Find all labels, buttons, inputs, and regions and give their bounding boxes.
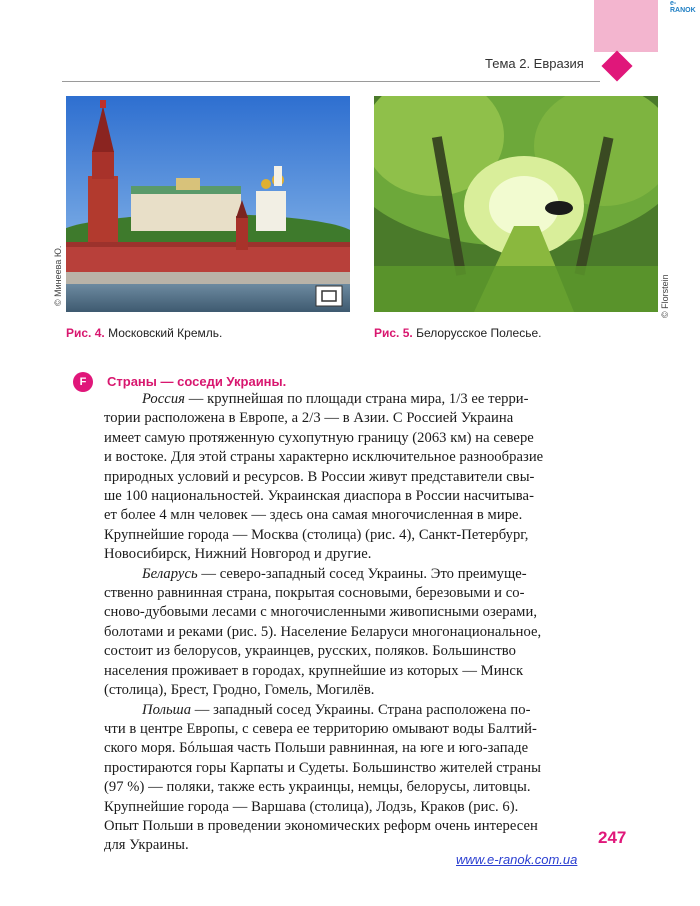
paragraph-belarus: Беларусь — северо-западный сосед Украины. Это преимуще- ственно равнинная страна, покрытая сосновыми, березовыми и со- сново-дубовыми лесами с многочисленными живописными озерами, болотами и реками (рис. 5). Население Беларуси многонациональное, состоит из белорусов, украинцев, русских, поляков. Большинство населения проживает в городах, крупнейшие из которых — Минск (столица), Брест, Гродно, Гомель, Могилёв.	[104, 565, 542, 699]
polesie-photo	[374, 96, 658, 312]
body-text	[66, 390, 586, 856]
page-number: 247	[598, 828, 627, 847]
section-marker-icon: F	[73, 372, 93, 392]
header-diamond-icon	[601, 50, 632, 81]
paragraph-lead: Беларусь	[142, 565, 198, 582]
paragraph-lead: Россия	[142, 391, 186, 407]
figure-5-caption	[374, 326, 541, 340]
paragraph-russia: Россия — крупнейшая по площади страна мира, 1/3 ее терри- тории расположена в Европе, а 2/3 — в Азии. С Россией Украина имеет самую протяженную сухопутную границу (2063 км) на севере и востоке. Для этой страны характерно исключительное разнообразие природных условий и ресурсов. В России живут представители свы- ше 100 национальностей. Украинская диаспора в России насчитыва- ет более 4 млн человек — здесь она самая многочисленная в мире. Крупнейшие города — Москва (столица) (рис. 4), Санкт-Петербург, Новосибирск, Нижний Новгород и другие.	[104, 391, 544, 563]
figure-5-text: Белорусское Полесье.	[416, 326, 542, 340]
paragraph-lead: Польша	[142, 701, 192, 718]
header-tab	[594, 0, 658, 52]
photo-credit-1: © Минеева Ю.	[53, 245, 63, 306]
paragraph-poland: Польша — западный сосед Украины. Страна расположена по- чти в центре Европы, с севера ее территорию омывают воды Балтий- ского моря. Бóльшая часть Польши равнинная, на юге и юго-западе простираются горы Карпаты и Судеты. Большинство жителей страны (97 %) — поляки, также есть украинцы, немцы, белорусы, литовцы. Крупнейшие города — Варшава (столица), Лодзь, Краков (рис. 6). Опыт Польши в проведении экономических реформ очень интересен для Украины.	[104, 701, 541, 854]
figure-4-text: Московский Кремль.	[108, 326, 223, 340]
section-title: Страны — соседи Украины.	[107, 374, 287, 389]
kremlin-photo	[66, 96, 350, 312]
figure-5-label: Рис. 5.	[374, 326, 413, 340]
publisher-logo: e-RANOK	[670, 0, 696, 14]
header-divider	[62, 81, 600, 82]
photo-credit-2: © Florstein	[660, 274, 670, 318]
chapter-title: Тема 2. Евразия	[485, 56, 584, 71]
figure-4-label: Рис. 4.	[66, 326, 105, 340]
figure-4-caption	[66, 326, 222, 340]
publisher-link[interactable]: www.e-ranok.com.ua	[456, 852, 578, 867]
